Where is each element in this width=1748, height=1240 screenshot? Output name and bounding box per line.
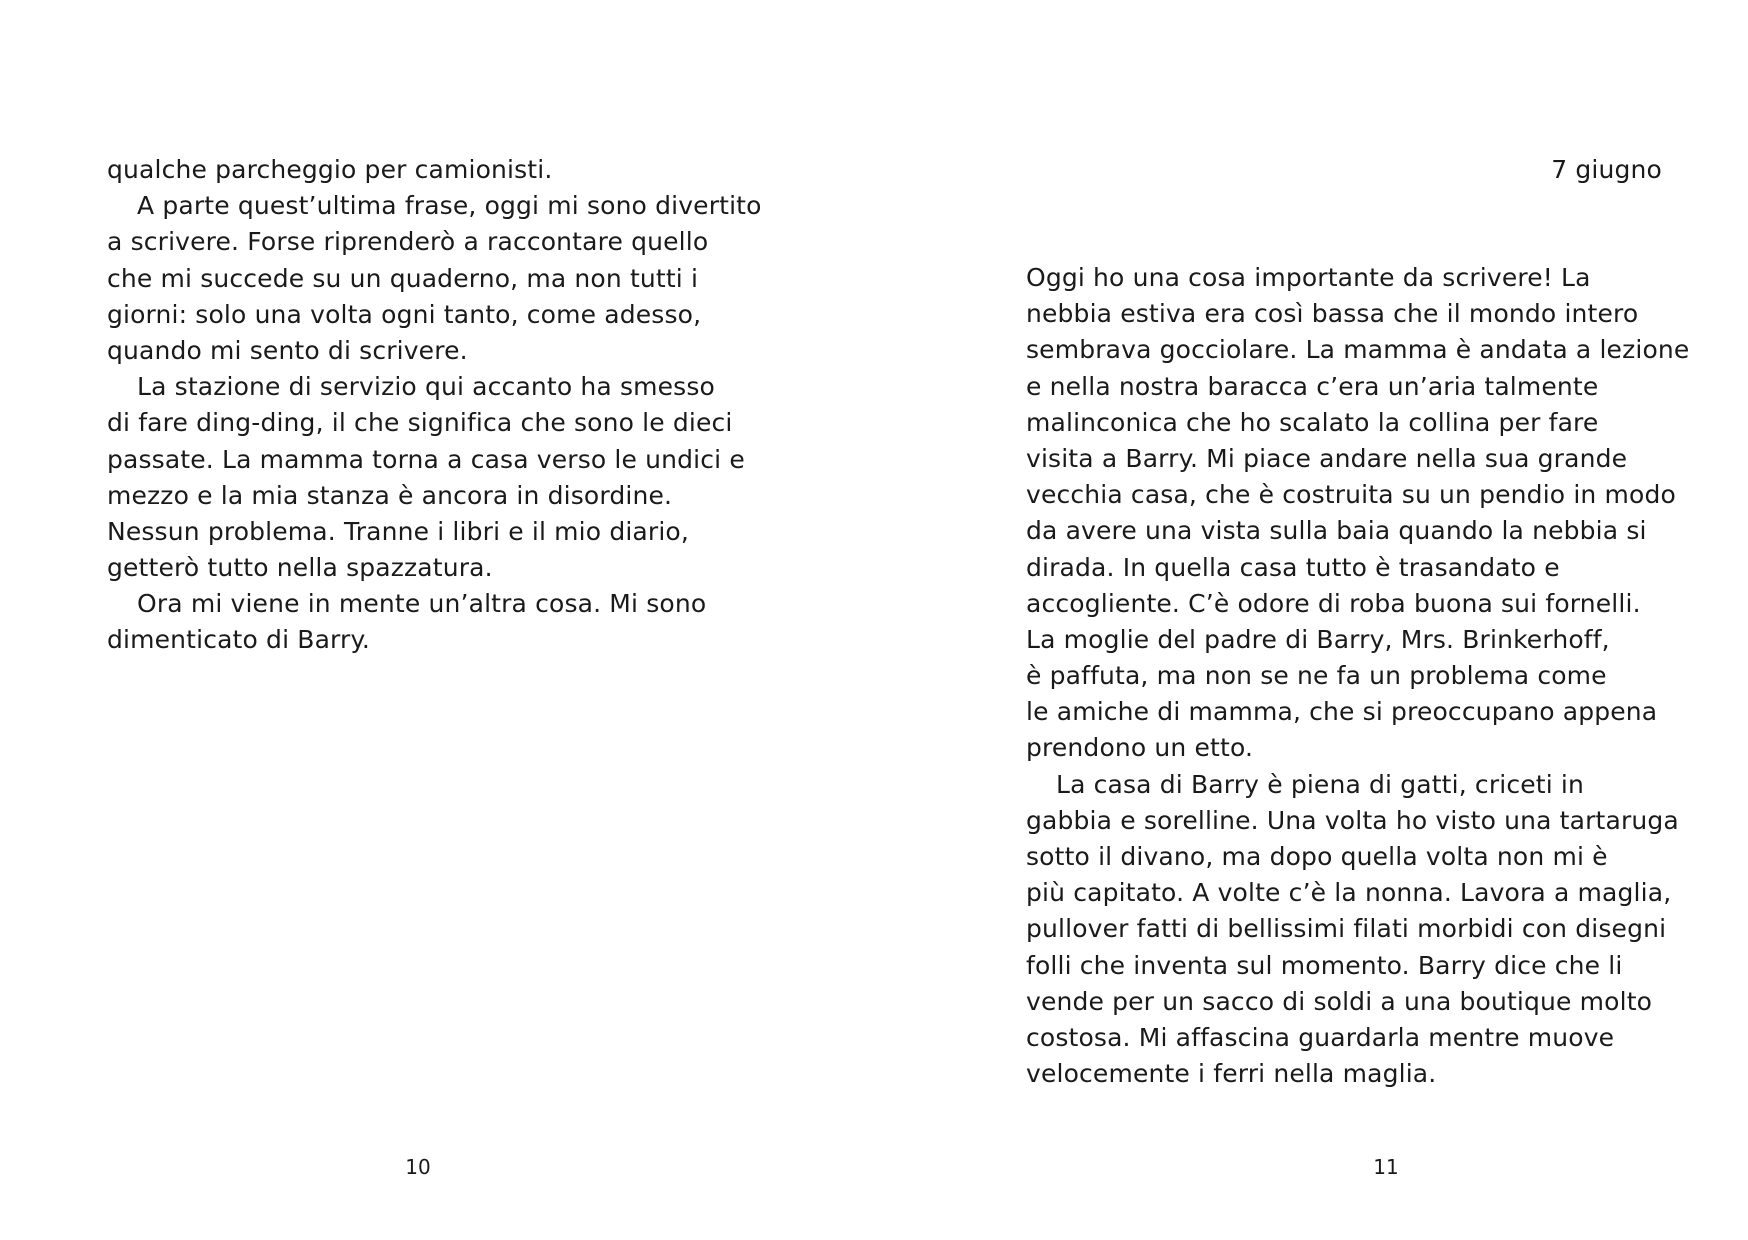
text-line: a scrivere. Forse riprenderò a raccontare quello <box>107 227 709 257</box>
text-line: giorni: solo una volta ogni tanto, come adesso, <box>107 299 702 329</box>
text-line: costosa. Mi affascina guardarla mentre muove <box>1026 1022 1615 1052</box>
text-line: mezzo e la mia stanza è ancora in disordine. <box>107 480 673 510</box>
text-line: e nella nostra baracca c’era un’aria talmente <box>1026 371 1599 401</box>
text-line: dimenticato di Barry. <box>107 625 370 655</box>
text-line: nebbia estiva era così bassa che il mondo intero <box>1026 299 1639 329</box>
text-line: è paffuta, ma non se ne fa un problema come <box>1026 661 1607 691</box>
text-line: sembrava gocciolare. La mamma è andata a lezione <box>1026 335 1690 365</box>
text-line: getterò tutto nella spazzatura. <box>107 553 493 583</box>
text-line: più capitato. A volte c’è la nonna. Lavora a maglia, <box>1026 878 1672 908</box>
text-line: sotto il divano, ma dopo quella volta non mi è <box>1026 842 1608 871</box>
text-line: vecchia casa, che è costruita su un pendio in modo <box>1026 480 1676 510</box>
page-number-right: 11 <box>1373 1155 1399 1179</box>
text-line: Oggi ho una cosa importante da scrivere! La <box>1026 263 1591 292</box>
right-page <box>874 0 1748 1240</box>
text-line: di fare ding-ding, il che significa che sono le dieci <box>107 408 733 438</box>
text-line: le amiche di mamma, che si preoccupano appena <box>1026 697 1658 727</box>
text-line: da avere una vista sulla baia quando la nebbia si <box>1026 516 1647 546</box>
text-line: La casa di Barry è piena di gatti, criceti in <box>1056 769 1585 799</box>
text-line: vende per un sacco di soldi a una boutique molto <box>1026 986 1653 1016</box>
diary-date-heading: 7 giugno <box>1551 155 1662 184</box>
text-line: visita a Barry. Mi piace andare nella sua grande <box>1026 443 1628 473</box>
page-number-left: 10 <box>405 1155 431 1179</box>
text-line: La moglie del padre di Barry, Mrs. Brinkerhoff, <box>1026 624 1610 654</box>
text-line: gabbia e sorelline. Una volta ho visto una tartaruga <box>1026 805 1679 835</box>
text-line: accogliente. C’è odore di roba buona sui fornelli. <box>1026 588 1641 618</box>
text-line: prendono un etto. <box>1026 733 1254 763</box>
text-line: passate. La mamma torna a casa verso le undici e <box>107 444 745 474</box>
text-line: dirada. In quella casa tutto è trasandato e <box>1026 552 1560 582</box>
text-line: A parte quest’ultima frase, oggi mi sono divertito <box>137 191 762 221</box>
right-page-text <box>1026 260 1690 1092</box>
text-line: Nessun problema. Tranne i libri e il mio diario, <box>107 516 689 546</box>
text-line: malinconica che ho scalato la collina per fare <box>1026 407 1599 437</box>
text-line: folli che inventa sul momento. Barry dice che li <box>1026 950 1623 980</box>
text-line: velocemente i ferri nella maglia. <box>1026 1059 1437 1089</box>
left-page-text <box>107 152 787 659</box>
text-line: pullover fatti di bellissimi filati morbidi con disegni <box>1026 914 1667 944</box>
text-line: quando mi sento di scrivere. <box>107 335 468 365</box>
text-line: La stazione di servizio qui accanto ha smesso <box>137 372 715 402</box>
text-line: che mi succede su un quaderno, ma non tutti i <box>107 263 699 293</box>
text-line: qualche parcheggio per camionisti. <box>107 155 553 184</box>
text-line: Ora mi viene in mente un’altra cosa. Mi sono <box>137 589 707 619</box>
